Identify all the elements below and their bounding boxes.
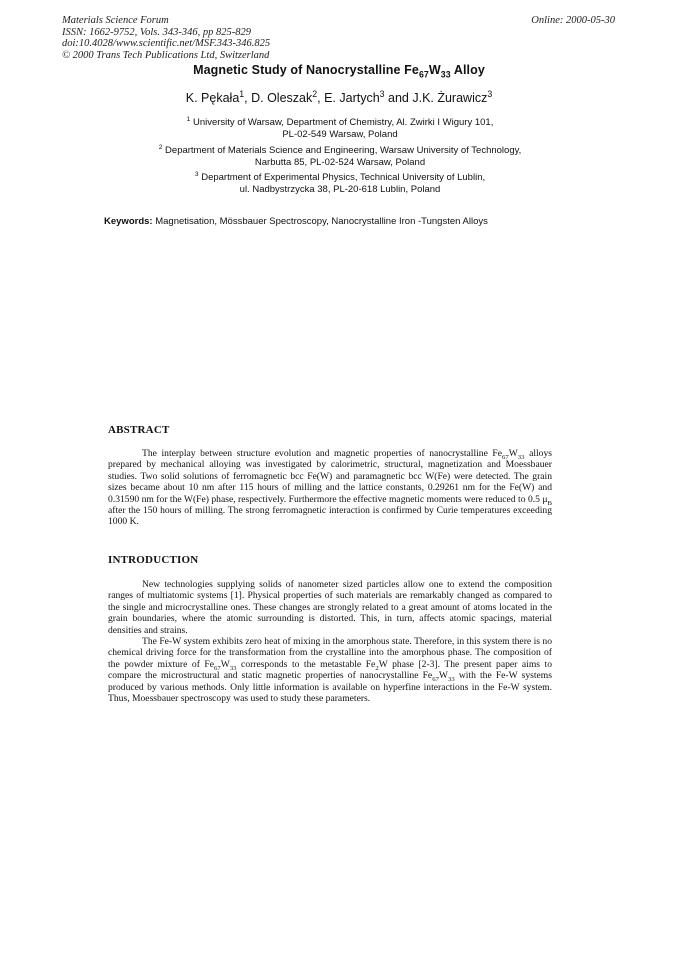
author: K. Pękała [185,91,240,105]
author: E. Jartych [324,91,380,105]
keywords-label: Keywords: [104,216,153,227]
author: D. Oleszak [251,91,313,105]
author: J.K. Żurawicz [412,91,488,105]
affiliation-1: $^1$ University of Warsaw, Department of Chemistry, Al. Zwirki I Wigury 101, PL-02-549 Warsaw, Poland [186,115,494,140]
keywords [104,216,488,227]
doi-link[interactable]: doi:10.4028/www.scientific.net/MSF.343-346.825 [62,38,271,49]
affiliation-3: $^3$ Department of Experimental Physics, Technical University of Lublin, ul. Nadbystrzycka 38, PL-20-618 Lublin, Poland [194,170,486,195]
intro-paragraph-2: The Fe-W system exhibits zero heat of mixing in the amorphous state. Therefore, in this system there is no chemical driving force for the transformation from the crystalline into the amorphous phase. The composition of the powder mixture of $Fe_{67}W_{33}$ corresponds to the metastable $Fe_2W$ phase [2-3]. The present paper aims to compare the microstructural and static magnetic properties of nanocrystalline $Fe_{67}W_{33}$ with the Fe-W systems produced by various methods. Only little information is available on hyperfine interactions in the Fe-W system. Thus, Moessbauer spectroscopy was used to study these parameters. [108,636,552,705]
intro-paragraph-1: New technologies supplying solids of nanometer sized particles allow one to extend the composition ranges of multiatomic systems [1]. Physical properties of such materials are remarkably changed as compared to the single and microcrystalline ones. These changes are strongly related to a great amount of atoms located in the grain boundaries, where the atomic surrounding is distorted. This, in turn, affects atomic spacings, material densities and strains. [108,579,552,636]
keywords-text: Magnetisation, Mössbauer Spectroscopy, Nanocrystalline Iron -Tungsten Alloys [155,216,488,227]
journal-name: Materials Science Forum [62,15,169,26]
introduction-body [108,579,552,704]
online-date: Online: 2000-05-30 [531,15,615,26]
journal-metadata [62,15,270,61]
issn-line: ISSN: 1662-9752, Vols. 343-346, pp 825-829 [62,26,251,38]
introduction-heading: INTRODUCTION [108,554,199,566]
abstract-heading: ABSTRACT [108,424,170,436]
abstract-paragraph: The interplay between structure evolution and magnetic properties of nanocrystalline $Fe_{67}W_{33}$ alloys prepared by mechanical alloying was investigated by calorimetric, structural, magnetization and Moessbauer studies. Two solid solutions of ferromagnetic bcc Fe(W) and paramagnetic bcc W(Fe) were detected. The grain sizes became about 10 nm after 115 hours of milling and the lattice constants, 0.29261 nm for the Fe(W) and 0.31590 nm for the W(Fe) phase, respectively. Furthermore the effective magnetic moments were reduced to 0.5 $\mu_B$ after the 150 hours of milling. The strong ferromagnetic interaction is confirmed by Curie temperatures exceeding 1000 K. [108,448,552,528]
paper-title: Magnetic Study of Nanocrystalline $Fe_{67}W_{33}$ Alloy [193,63,485,80]
author-list: K. Pękała$^1$, D. Oleszak$^2$, E. Jartych$^3$ and J.K. Żurawicz$^3$ [185,88,493,105]
affiliation-2: $^2$ Department of Materials Science and Engineering, Warsaw University of Technology, Narbutta 85, PL-02-524 Warsaw, Poland [158,143,522,168]
copyright-line: © 2000 Trans Tech Publications Ltd, Switzerland [62,49,270,61]
